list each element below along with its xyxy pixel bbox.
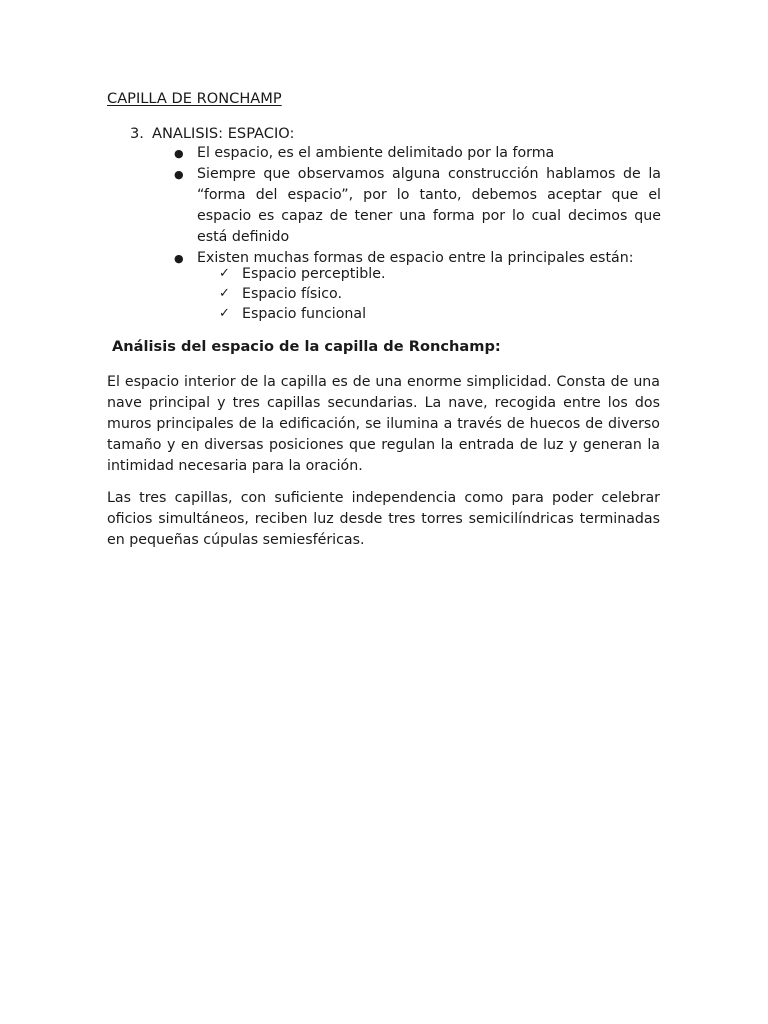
bullet-item — [174, 143, 661, 164]
section-heading — [130, 125, 294, 142]
checklist-item — [219, 264, 385, 284]
checkmark-icon: ✓ — [219, 306, 230, 321]
bullet-text: Siempre que observamos alguna construcción hablamos de la “forma del espacio”, por lo tanto, debemos aceptar que el espacio es capaz de tener una forma por lo cual decimos que está definido — [197, 166, 661, 245]
checklist-item — [219, 284, 385, 304]
bullet-icon: ● — [174, 252, 184, 265]
section-number: 3. — [130, 125, 144, 142]
analysis-subheading: Análisis del espacio de la capilla de Ronchamp: — [112, 338, 501, 355]
bullet-item — [174, 164, 661, 248]
checklist-text: Espacio funcional — [242, 306, 367, 322]
paragraph: El espacio interior de la capilla es de una enorme simplicidad. Consta de una nave principal y tres capillas secundarias. La nave, recogida entre los dos muros principales de la edificación, se ilumina a través de huecos de diverso tamaño y en diversas posiciones que regulan la entrada de luz y generan la intimidad necesaria para la oración. — [107, 374, 660, 474]
bullet-icon: ● — [174, 147, 184, 160]
checklist-item — [219, 304, 385, 324]
bullet-list — [174, 143, 661, 269]
bullet-text: El espacio, es el ambiente delimitado por la forma — [197, 145, 555, 161]
bullet-text: Existen muchas formas de espacio entre la principales están: — [197, 250, 634, 266]
checkmark-icon: ✓ — [219, 286, 230, 301]
document-title: CAPILLA DE RONCHAMP — [107, 90, 282, 107]
checklist — [219, 264, 385, 324]
checklist-text: Espacio perceptible. — [242, 266, 386, 282]
section-title: ANALISIS: ESPACIO: — [152, 125, 295, 142]
checklist-text: Espacio físico. — [242, 286, 342, 302]
paragraph: Las tres capillas, con suficiente independencia como para poder celebrar oficios simultáneos, reciben luz desde tres torres semicilíndricas terminadas en pequeñas cúpulas semiesféricas. — [107, 490, 660, 548]
bullet-icon: ● — [174, 168, 184, 181]
checkmark-icon: ✓ — [219, 266, 230, 281]
